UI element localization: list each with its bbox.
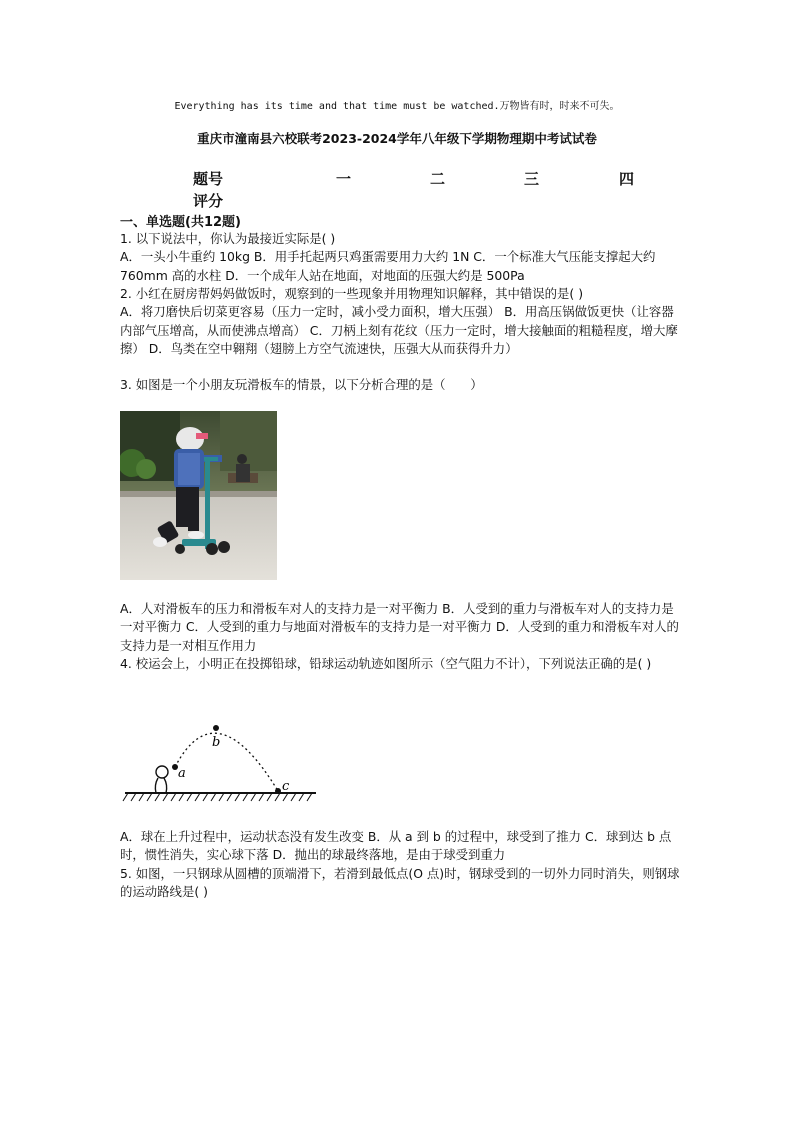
- label-a: a: [178, 766, 186, 781]
- score-table-col-4: 四: [619, 170, 635, 188]
- question-5-stem: 5. 如图，一只钢球从圆槽的顶端滑下，若滑到最低点(O 点)时，钢球受到的一切外力同时消失，则钢球的运动路线是( ): [120, 866, 680, 900]
- question-1: [120, 230, 680, 285]
- score-table: [193, 168, 653, 218]
- question-4-stem: 4. 校运会上，小明正在投掷铅球，铅球运动轨迹如图所示（空气阻力不计），下列说法正确的是( ): [120, 656, 652, 671]
- question-options: A．一头小牛重约 10kg B．用手托起两只鸡蛋需要用力大约 1N C．一个标准大气压能支撑起大约 760mm 高的水柱 D．一个成年人站在地面，对地面的压强大约是 500Pa: [120, 249, 656, 283]
- point-b: [213, 725, 219, 731]
- shot-put-diagram: [120, 715, 320, 805]
- question-2: [120, 285, 680, 358]
- question-3-stem: 3. 如图是一个小朋友玩滑板车的情景，以下分析合理的是（ ）: [120, 377, 483, 392]
- question-stem: 1. 以下说法中，你认为最接近实际是( ): [120, 231, 336, 246]
- exam-title: 重庆市潼南县六校联考2023-2024学年八年级下学期物理期中考试试卷: [197, 131, 597, 146]
- question-3-options: A．人对滑板车的压力和滑板车对人的支持力是一对平衡力 B．人受到的重力与滑板车对人的支持力是一对平衡力 C．人受到的重力与地面对滑板车的支持力是一对平衡力 D．人受到的重力和滑板车对人的支持力是一对相互作用力: [120, 601, 679, 653]
- header-motto: Everything has its time and that time must be watched.万物皆有时，时来不可失。: [174, 101, 620, 112]
- score-table-col-3: 三: [524, 170, 540, 188]
- score-table-col-1: 一: [336, 170, 352, 188]
- section-heading: 一、单选题(共12题): [120, 215, 241, 230]
- scooter-photo: [120, 411, 277, 580]
- score-table-col-2: 二: [430, 170, 446, 188]
- score-table-score-label: 评分: [193, 192, 224, 210]
- scooter-photo-illustration: [120, 411, 277, 580]
- point-c: [275, 788, 281, 794]
- question-stem: 2. 小红在厨房帮妈妈做饭时，观察到的一些现象并用物理知识解释，其中错误的是( ): [120, 286, 584, 301]
- score-table-row-label: 题号: [193, 170, 224, 188]
- question-4-options: A．球在上升过程中，运动状态没有发生改变 B．从 a 到 b 的过程中，球受到了推力 C．球到达 b 点时，惯性消失，实心球下落 D．抛出的球最终落地，是由于球受到重力: [120, 829, 672, 863]
- label-b: b: [212, 735, 221, 750]
- question-options: A．将刀磨快后切菜更容易（压力一定时，减小受力面积，增大压强） B．用高压锅做饭更快（让容器内部气压增高，从而使沸点增高） C．刀柄上刻有花纹（压力一定时，增大接触面的粗糙程度，增大摩擦） D．鸟类在空中翱翔（翅膀上方空气流速快，压强大从而获得升力）: [120, 304, 678, 356]
- label-c: c: [282, 779, 290, 794]
- trajectory-figure: [120, 715, 320, 805]
